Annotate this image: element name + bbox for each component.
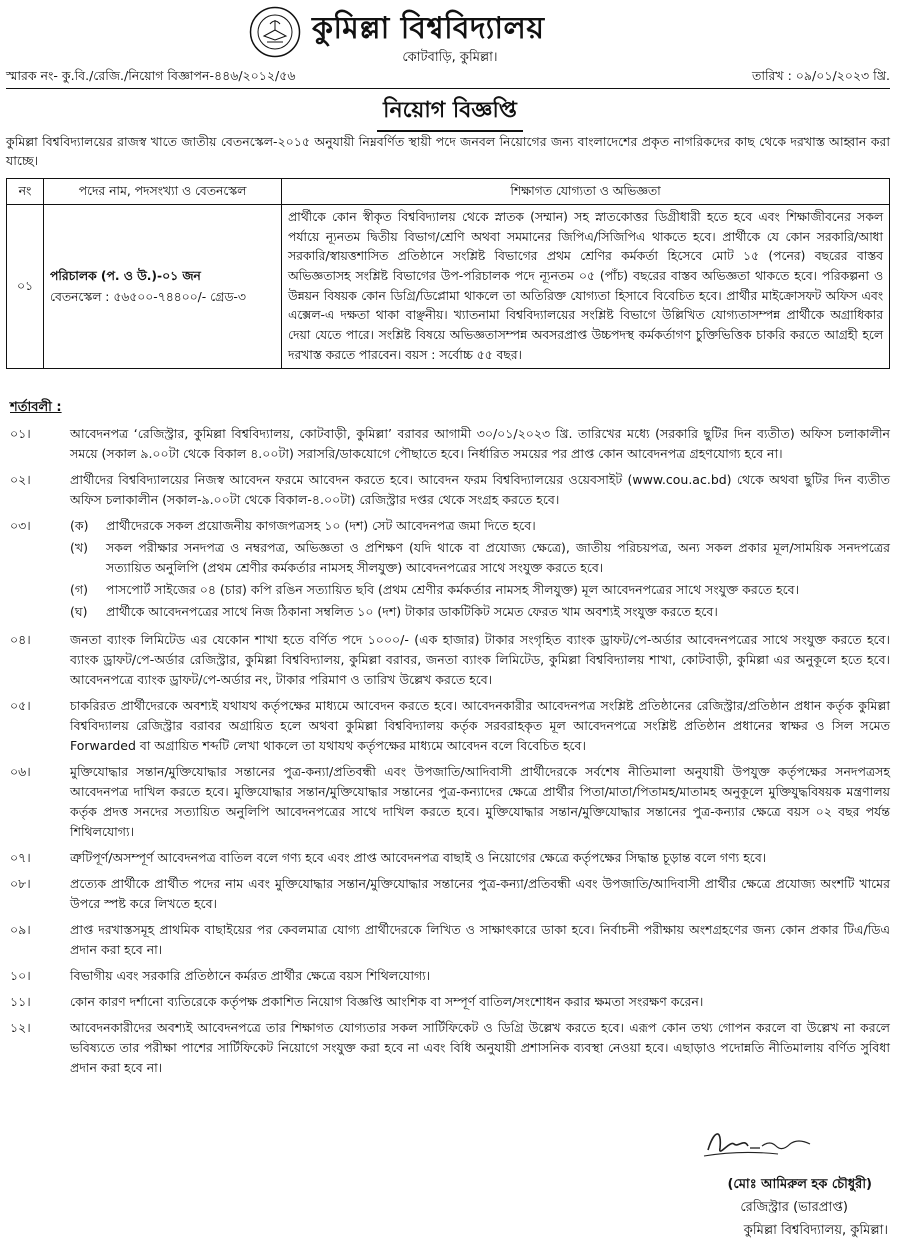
memo-number: স্মারক নং- কু.বি./রেজি./নিয়োগ বিজ্ঞাপন-৪৪৬/২০১২/৫৬	[6, 68, 296, 83]
sub-label: (ঘ)	[70, 604, 88, 619]
post-table	[6, 178, 890, 369]
term-number: ০৫।	[10, 698, 31, 713]
term-text: প্রত্যেক প্রার্থীকে প্রার্থীত পদের নাম এবং মুক্তিযোদ্ধার সন্তান/মুক্তিযোদ্ধার সন্তানের পুত্র-কন্যা/প্রতিবন্ধী এবং উপজাতি/আদিবাসী প্রার্থীর ক্ষেত্রে প্রযোজ্য অংশটি খামের উপরে স্পষ্ট করে লিখতে হবে।	[70, 876, 890, 911]
term-number: ০১।	[10, 426, 31, 441]
university-name: কুমিল্লা বিশ্ববিদ্যালয়	[312, 11, 545, 46]
table-row	[7, 205, 890, 369]
term-item	[6, 516, 890, 624]
term-item	[6, 966, 890, 986]
header-serial: নং	[7, 179, 44, 205]
table-header-row	[7, 179, 890, 205]
term-item	[6, 1018, 890, 1078]
term-item	[6, 470, 890, 510]
sub-text: পাসপোর্ট সাইজের ০৪ (চার) কপি রঙিন সত্যায়িত ছবি (প্রথম শ্রেণীর কর্মকর্তার নামসহ সীলযুক্ত) মূল আবেদনপত্রের সাথে সংযুক্ত করতে হবে।	[106, 582, 800, 597]
terms-heading: শর্তাবলী :	[10, 400, 62, 415]
term-item	[6, 992, 890, 1012]
sub-label: (গ)	[70, 582, 88, 597]
sub-text: সকল পরীক্ষার সনদপত্র ও নম্বরপত্র, অভিজ্ঞতা ও প্রশিক্ষণ (যদি থাকে বা প্রযোজ্য ক্ষেত্রে), জাতীয় পরিচয়পত্র, অন্য সকল প্রকার মূল/সাময়িক সনদপত্রের সত্যায়িত অনুলিপি (প্রথম শ্রেণীর কর্মকর্তার নামসহ সীলযুক্ত) আবেদনপত্রের সাথে সংযুক্ত করতে হবে।	[106, 540, 890, 575]
term-text: আবেদনপত্র ‘রেজিস্ট্রার, কুমিল্লা বিশ্ববিদ্যালয়, কোটবাড়ী, কুমিল্লা’ বরাবর আগামী ৩০/০১/২০২৩ খ্রি. তারিখের মধ্যে (সরকারি ছুটির দিন ব্যতীত) অফিস চলাকালীন সময়ে (সকাল ৯.০০টা থেকে বিকাল ৪.০০টা) সরাসরি/ডাকযোগে পৌছাতে হবে। নির্ধারিত সময়ের পর প্রাপ্ত কোন আবেদনপত্র গ্রহণযোগ্য হবে না।	[70, 426, 890, 461]
divider	[6, 88, 890, 89]
term-text: প্রার্থীদের বিশ্ববিদ্যালয়ের নিজস্ব আবেদন ফরমে আবেদন করতে হবে। আবেদন ফরম বিশ্ববিদ্যালয়ের ওয়েবসাইট (www.cou.ac.bd) থেকে অথবা ছুটির দিন ব্যতীত অফিস চলাকালীন (সকাল-৯.০০টা থেকে বিকাল-৪.০০টা) রেজিস্ট্রার দপ্তর থেকে সংগ্রহ করতে হবে।	[70, 472, 890, 507]
term-text: কোন কারণ দর্শানো ব্যতিরেকে কর্তৃপক্ষ প্রকাশিত নিয়োগ বিজ্ঞপ্তি আংশিক বা সম্পূর্ণ বাতিল/সংশোধন করার ক্ষমতা সংরক্ষণ করেন।	[70, 994, 704, 1009]
signatory-name: (মোঃ আমিরুল হক চৌধুরী)	[727, 1177, 872, 1192]
term-number: ১২।	[10, 1020, 31, 1035]
sub-item	[70, 538, 890, 578]
university-address: কোটবাড়ি, কুমিল্লা।	[402, 50, 498, 65]
term-item	[6, 874, 890, 914]
handwritten-signature	[700, 1120, 830, 1164]
term-number: ১১।	[10, 994, 31, 1009]
term-number: ০৭।	[10, 850, 31, 865]
sub-item	[70, 516, 890, 536]
pay-scale: বেতনস্কেল : ৫৬৫০০-৭৪৪০০/- গ্রেড-৩	[50, 289, 246, 304]
signatory-organization: কুমিল্লা বিশ্ববিদ্যালয়, কুমিল্লা।	[743, 1223, 888, 1238]
qualification-text: প্রার্থীকে কোন স্বীকৃত বিশ্ববিদ্যালয় থেকে স্নাতক (সম্মান) সহ স্নাতকোত্তর ডিগ্রীধারী হতে হবে এবং শিক্ষাজীবনের সকল পর্যায়ে ন্যূনতম দ্বিতীয় বিভাগ/শ্রেণি অথবা সমমানের জিপিএ/সিজিপিএ থাকতে হবে। প্রার্থীকে যে কোন সরকারি/আধা সরকারি/স্বায়ত্তশাসিত প্রতিষ্ঠানে সংশ্লিষ্ট বিভাগের প্রথম শ্রেণির কর্মকর্তা হিসেবে মোট ১৫ (পনের) বছরের বাস্তব অভিজ্ঞতাসহ সংশ্লিষ্ট বিভাগের উপ-পরিচালক পদে ন্যূনতম ০৫ (পাঁচ) বছরের বাস্তব অভিজ্ঞতা থাকতে হবে। পরিকল্পনা ও উন্নয়ন বিষয়ক কোন ডিগ্রি/ডিপ্লোমা থাকলে তা অতিরিক্ত যোগ্যতা হিসাবে বিবেচিত হবে। প্রার্থীর মাইক্রোসফট অফিস এবং এক্সেল-এ দক্ষতা থাকা বাঞ্ছনীয়। খ্যাতনামা বিশ্ববিদ্যালয়ের সংশ্লিষ্ট বিভাগে উল্লিখিত যোগ্যতাসম্পন্ন প্রার্থীকে অগ্রাধিকার দেয়া যেতে পারে। সংশ্লিষ্ট বিষয়ে অভিজ্ঞতাসম্পন্ন অবসরপ্রাপ্ত উচ্চপদস্থ কর্মকর্তাগণ চুক্তিভিত্তিক চাকরি করতে আগ্রহী হলে দরখাস্ত করতে পারবেন। বয়স : সর্বোচ্চ ৫৫ বছর।	[282, 205, 890, 369]
sub-item	[70, 580, 890, 600]
term-number: ০৩।	[10, 518, 31, 533]
sub-text: প্রার্থীদেরকে সকল প্রয়োজনীয় কাগজপত্রসহ ১০ (দশ) সেট আবেদনপত্র জমা দিতে হবে।	[106, 518, 536, 533]
term-text: আবেদনকারীদের অবশ্যই আবেদনপত্রে তার শিক্ষাগত যোগ্যতার সকল সার্টিফিকেট ও ডিগ্রি উল্লেখ করতে হবে। এরূপ কোন তথ্য গোপন করলে বা উল্লেখ না করলে ভবিষ্যতে তার পরীক্ষা পাশের সার্টিফিকেট নিয়োগে সংযুক্ত করা হবে না এবং বিধি অনুযায়ী প্রশাসনিক ব্যবস্থা নেওয়া হবে। এছাড়াও পদোন্নতি নীতিমালায় বর্ণিত সুবিধা প্রদান করা হবে না।	[70, 1020, 890, 1075]
term-number: ০৮।	[10, 876, 31, 891]
post-cell	[44, 205, 282, 369]
post-name: পরিচালক (প. ও উ.)-০১ জন	[50, 268, 201, 283]
term-text: জনতা ব্যাংক লিমিটেড এর যেকোন শাখা হতে বর্ণিত পদে ১০০০/- (এক হাজার) টাকার সংগৃহিত ব্যাংক ড্রাফট/পে-অর্ডার আবেদনপত্রের সাথে সংযুক্ত করতে হবে। ব্যাংক ড্রাফট/পে-অর্ডার রেজিস্ট্রার, কুমিল্লা বিশ্ববিদ্যালয়, কুমিল্লা বরাবর, জনতা ব্যাংক লিমিটেড, কুমিল্লা বিশ্ববিদ্যালয় শাখা, কোটবাড়ী, কুমিল্লা এর অনুকূলে হতে হবে। আবেদনপত্রে ব্যাংক ড্রাফট/পে-অর্ডার নং, টাকার পরিমাণ ও তারিখ উল্লেখ করতে হবে।	[70, 632, 890, 687]
notice-heading-wrap	[0, 94, 900, 132]
term-number: ১০।	[10, 968, 31, 983]
term-number: ০৬।	[10, 764, 31, 779]
notice-heading: নিয়োগ বিজ্ঞপ্তি	[377, 94, 523, 132]
term-item	[6, 762, 890, 842]
terms-list	[6, 424, 890, 1084]
term-text: ত্রুটিপূর্ণ/অসম্পূর্ণ আবেদনপত্র বাতিল বলে গণ্য হবে এবং প্রাপ্ত আবেদনপত্র বাছাই ও নিয়োগের ক্ষেত্রে কর্তৃপক্ষের সিদ্ধান্ত চূড়ান্ত বলে গণ্য হবে।	[70, 850, 767, 865]
term-item	[6, 848, 890, 868]
term-sublist	[70, 516, 890, 624]
term-item	[6, 630, 890, 690]
notice-date: তারিখ : ০৯/০১/২০২৩ খ্রি.	[751, 68, 890, 83]
sub-label: (খ)	[70, 540, 88, 555]
term-number: ০৪।	[10, 632, 31, 647]
sub-text: প্রার্থীকে আবেদনপত্রের সাথে নিজ ঠিকানা সম্বলিত ১০ (দশ) টাকার ডাকটিকিট সমেত ফেরত খাম অবশ্যই সংযুক্ত করতে হবে।	[106, 604, 718, 619]
header-post: পদের নাম, পদসংখ্যা ও বেতনস্কেল	[44, 179, 282, 205]
sub-item	[70, 602, 890, 622]
row-serial: ০১	[7, 205, 44, 369]
sub-label: (ক)	[70, 518, 89, 533]
term-item	[6, 696, 890, 756]
header-qualification: শিক্ষাগত যোগ্যতা ও অভিজ্ঞতা	[282, 179, 890, 205]
term-item	[6, 920, 890, 960]
term-text: মুক্তিযোদ্ধার সন্তান/মুক্তিযোদ্ধার সন্তানের পুত্র-কন্যা/প্রতিবন্ধী এবং উপজাতি/আদিবাসী প্রার্থীদেরকে সর্বশেষ নীতিমালা অনুযায়ী উপযুক্ত কর্তৃপক্ষের সনদপত্রসহ আবেদনপত্র দাখিল করতে হবে। মুক্তিযোদ্ধার সন্তান/মুক্তিযোদ্ধার সন্তানের পুত্র-কন্যাদের ক্ষেত্রে প্রার্থীর পিতা/মাতা/পিতামহ/মাতামহ অনুকূলে মুক্তিযুদ্ধবিষয়ক মন্ত্রণালয় কর্তৃক প্রদত্ত সনদের সত্যায়িত অনুলিপি আবেদনপত্রের সাথে দাখিল করতে হবে। মুক্তিযোদ্ধার সন্তান/মুক্তিযোদ্ধার সন্তানের পুত্র-কন্যার ক্ষেত্রে বয়স ০২ বছর পর্যন্ত শিথিলযোগ্য।	[70, 764, 890, 839]
term-number: ০৯।	[10, 922, 31, 937]
term-text: চাকরিরত প্রার্থীদেরকে অবশ্যই যথাযথ কর্তৃপক্ষের মাধ্যমে আবেদন করতে হবে। আবেদনকারীর আবেদনপত্র সংশ্লিষ্ট প্রতিষ্ঠানের রেজিস্ট্রার/প্রতিষ্ঠান প্রধান কর্তৃক কুমিল্লা বিশ্ববিদ্যালয় রেজিস্ট্রার বরাবর অগ্রায়িত হলে অথবা কুমিল্লা বিশ্ববিদ্যালয় কর্তৃক সরবরাহকৃত মূল আবেদনপত্রে সংশ্লিষ্ট প্রতিষ্ঠান প্রধানের স্বাক্ষর ও সিল সমেত Forwarded বা অগ্রায়িত শব্দটি লেখা থাকলে তা যথাযথ কর্তৃপক্ষের মাধ্যমে আবেদন বলে বিবেচিত হবে।	[70, 698, 890, 753]
term-item	[6, 424, 890, 464]
signatory-designation: রেজিস্ট্রার (ভারপ্রাপ্ত)	[740, 1200, 848, 1215]
term-number: ০২।	[10, 472, 31, 487]
term-text: বিভাগীয় এবং সরকারি প্রতিষ্ঠানে কর্মরত প্রার্থীর ক্ষেত্রে বয়স শিথিলযোগ্য।	[70, 968, 431, 983]
term-text: প্রাপ্ত দরখাস্তসমূহ প্রাথমিক বাছাইয়ের পর কেবলমাত্র যোগ্য প্রার্থীদেরকে লিখিত ও সাক্ষাৎকারে ডাকা হবে। নির্বাচনী পরীক্ষায় অংশগ্রহণের জন্য কোন প্রকার টিএ/ডিএ প্রদান করা হবে না।	[70, 922, 890, 957]
intro-paragraph: কুমিল্লা বিশ্ববিদ্যালয়ের রাজস্ব খাতে জাতীয় বেতনস্কেল-২০১৫ অনুযায়ী নিম্নবর্ণিত স্থায়ী পদে জনবল নিয়োগের জন্য বাংলাদেশের প্রকৃত নাগরিকদের কাছ থেকে দরখাস্ত আহ্বান করা যাচ্ছে।	[6, 134, 890, 169]
